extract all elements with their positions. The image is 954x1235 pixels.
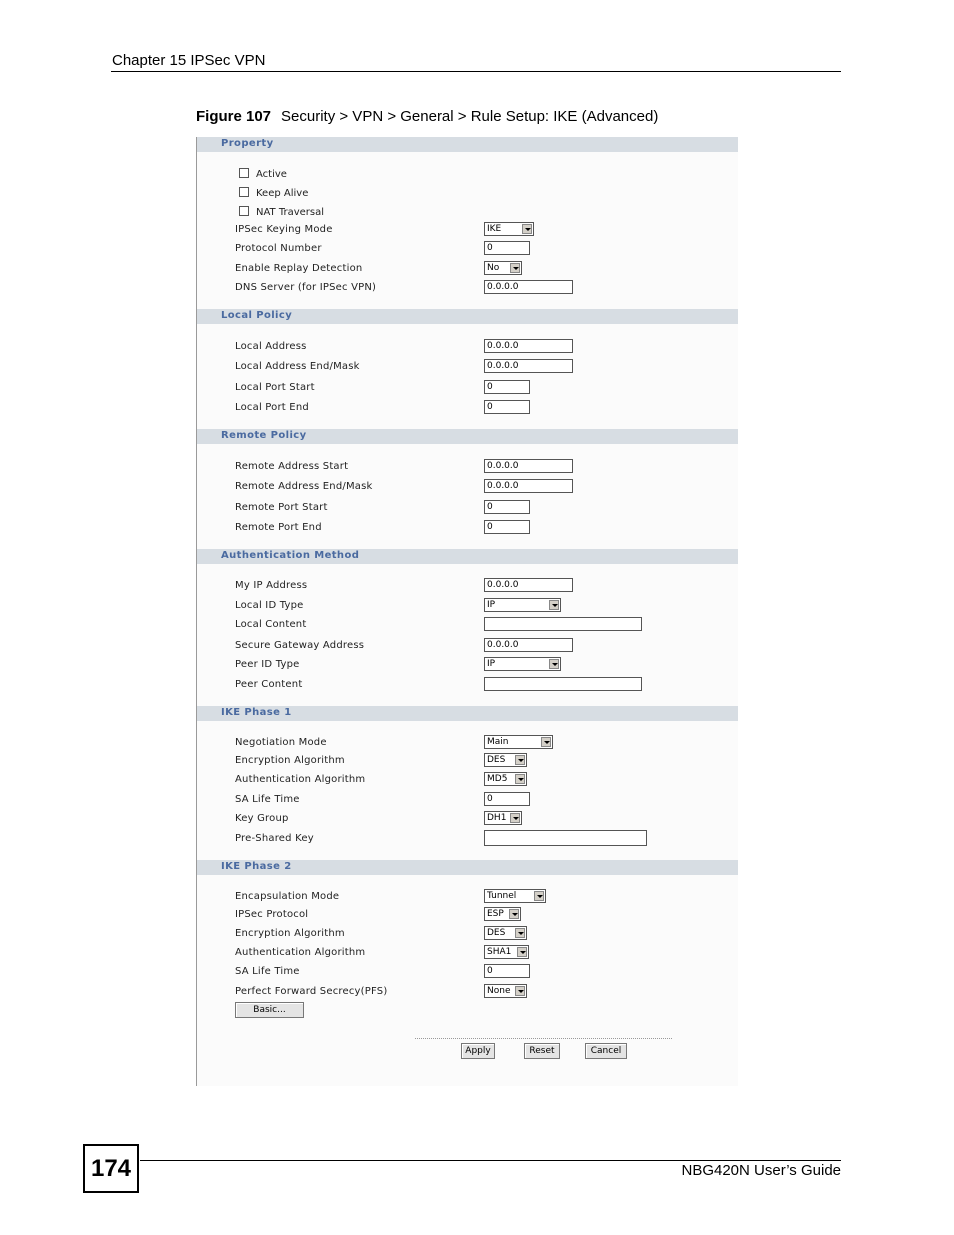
encapsulation-mode-label: Encapsulation Mode [235,891,340,902]
p1-sa-life-label: SA Life Time [235,794,300,805]
p1-authentication-select[interactable] [484,772,527,786]
chevron-down-icon [517,947,527,957]
chapter-header: Chapter 15 IPSec VPN [112,52,266,69]
protocol-number-label: Protocol Number [235,243,322,254]
local-port-start-input[interactable]: 0 [484,380,530,394]
chevron-down-icon [541,737,551,747]
chevron-down-icon [510,813,520,823]
chevron-down-icon [515,774,525,784]
local-port-start-label: Local Port Start [235,382,315,393]
remote-address-end-input[interactable]: 0.0.0.0 [484,479,573,493]
local-port-end-label: Local Port End [235,402,309,413]
chevron-down-icon [509,909,519,919]
p2-sa-life-label: SA Life Time [235,966,300,977]
peer-content-input[interactable] [484,677,642,691]
my-ip-input[interactable]: 0.0.0.0 [484,578,573,592]
section-local-policy [197,309,738,324]
local-id-type-select[interactable] [484,598,561,612]
guide-title: NBG420N User’s Guide [681,1162,841,1179]
ipsec-protocol-select[interactable] [484,907,521,921]
section-title: Authentication Method [221,550,360,561]
section-property [197,137,738,152]
chevron-down-icon [549,600,559,610]
figure-caption [196,108,658,125]
negotiation-mode-value: Main [487,737,509,747]
p2-encryption-select[interactable] [484,926,527,940]
encapsulation-mode-value: Tunnel [487,891,517,901]
keep-alive-label: Keep Alive [256,188,309,199]
nat-traversal-label: NAT Traversal [256,207,325,218]
encapsulation-mode-select[interactable] [484,889,546,903]
peer-content-label: Peer Content [235,679,303,690]
replay-detection-label: Enable Replay Detection [235,263,363,274]
keep-alive-checkbox[interactable] [239,187,249,197]
rule-setup-screenshot [196,137,738,1086]
nat-traversal-checkbox[interactable] [239,206,249,216]
keying-mode-label: IPSec Keying Mode [235,224,333,235]
remote-port-end-input[interactable]: 0 [484,520,530,534]
psk-input[interactable] [484,830,647,846]
key-group-label: Key Group [235,813,289,824]
figure-number: Figure 107 [196,108,272,125]
p1-encryption-label: Encryption Algorithm [235,755,345,766]
section-remote-policy [197,429,738,444]
local-address-end-input[interactable]: 0.0.0.0 [484,359,573,373]
chevron-down-icon [510,263,520,273]
peer-id-type-select[interactable] [484,657,561,671]
p2-authentication-select[interactable] [484,945,529,959]
peer-id-type-label: Peer ID Type [235,659,300,670]
remote-port-start-label: Remote Port Start [235,502,328,513]
keying-mode-select[interactable] [484,222,534,236]
basic-button[interactable]: Basic... [235,1002,304,1018]
pfs-select[interactable] [484,984,527,998]
local-address-label: Local Address [235,341,307,352]
p2-authentication-label: Authentication Algorithm [235,947,366,958]
section-title: Property [221,138,274,149]
active-checkbox[interactable] [239,168,249,178]
local-address-end-label: Local Address End/Mask [235,361,360,372]
secure-gateway-input[interactable]: 0.0.0.0 [484,638,573,652]
local-content-input[interactable] [484,617,642,631]
pfs-label: Perfect Forward Secrecy(PFS) [235,986,388,997]
replay-detection-select[interactable] [484,261,522,275]
footer-divider [140,1160,841,1161]
remote-port-end-label: Remote Port End [235,522,322,533]
replay-detection-value: No [487,263,500,273]
p1-authentication-value: MD5 [487,774,508,784]
ipsec-protocol-value: ESP [487,909,504,919]
local-id-type-value: IP [487,600,496,610]
negotiation-mode-label: Negotiation Mode [235,737,327,748]
section-ike-phase-2 [197,860,738,875]
peer-id-type-value: IP [487,659,496,669]
local-port-end-input[interactable]: 0 [484,400,530,414]
psk-label: Pre-Shared Key [235,833,314,844]
reset-button[interactable]: Reset [524,1043,560,1059]
button-divider [415,1038,672,1039]
dns-server-label: DNS Server (for IPSec VPN) [235,282,377,293]
section-ike-phase-1 [197,706,738,721]
remote-port-start-input[interactable]: 0 [484,500,530,514]
apply-button[interactable]: Apply [461,1043,495,1059]
p2-encryption-value: DES [487,928,506,938]
p2-authentication-value: SHA1 [487,947,512,957]
page-number: 174 [83,1144,139,1193]
figure-title: Security > VPN > General > Rule Setup: IKE (Advanced) [281,108,659,125]
chevron-down-icon [522,224,532,234]
chevron-down-icon [534,891,544,901]
ipsec-protocol-label: IPSec Protocol [235,909,309,920]
my-ip-label: My IP Address [235,580,308,591]
remote-address-start-label: Remote Address Start [235,461,349,472]
chevron-down-icon [515,755,525,765]
keep-alive-row [239,187,308,199]
p1-encryption-select[interactable] [484,753,527,767]
section-title: Remote Policy [221,430,307,441]
p1-sa-life-input[interactable]: 0 [484,792,530,806]
p1-encryption-value: DES [487,755,506,765]
secure-gateway-label: Secure Gateway Address [235,640,365,651]
section-title: IKE Phase 2 [221,861,292,872]
p2-sa-life-input[interactable]: 0 [484,964,530,978]
chevron-down-icon [515,986,525,996]
p1-authentication-label: Authentication Algorithm [235,774,366,785]
key-group-value: DH1 [487,813,507,823]
header-divider [111,71,841,72]
p2-encryption-label: Encryption Algorithm [235,928,345,939]
dns-server-input[interactable]: 0.0.0.0 [484,280,573,294]
local-content-label: Local Content [235,619,307,630]
nat-traversal-row [239,206,324,218]
pfs-value: None [487,986,511,996]
remote-address-end-label: Remote Address End/Mask [235,481,373,492]
protocol-number-input[interactable]: 0 [484,241,530,255]
chevron-down-icon [515,928,525,938]
remote-address-start-input[interactable]: 0.0.0.0 [484,459,573,473]
section-title: Local Policy [221,310,293,321]
local-address-input[interactable]: 0.0.0.0 [484,339,573,353]
active-label: Active [256,169,287,180]
cancel-button[interactable]: Cancel [585,1043,627,1059]
key-group-select[interactable] [484,811,522,825]
local-id-type-label: Local ID Type [235,600,304,611]
section-authentication-method [197,549,738,564]
keying-mode-value: IKE [487,224,502,234]
chevron-down-icon [549,659,559,669]
negotiation-mode-select[interactable] [484,735,553,749]
section-title: IKE Phase 1 [221,707,292,718]
active-row [239,168,287,180]
